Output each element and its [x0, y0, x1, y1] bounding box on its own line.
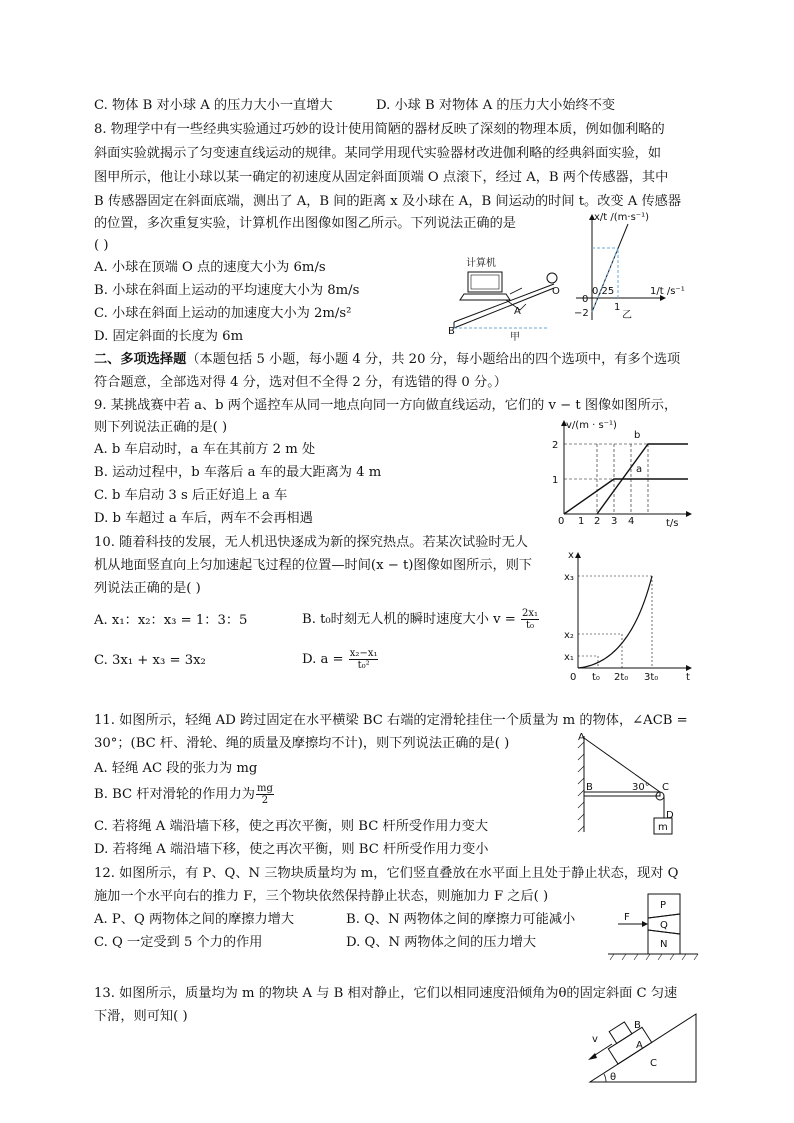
q10-stem-line3: 列说法正确的是( ) — [94, 581, 201, 596]
q9-xtick-4: 4 — [628, 516, 635, 527]
section-multi-choice — [94, 350, 680, 370]
q9-xtick-1: 1 — [578, 516, 585, 527]
q10-option-b — [302, 603, 540, 637]
q11-label-c: C — [662, 782, 669, 793]
q9-xtick-3: 3 — [611, 516, 618, 527]
q9-label-a: a — [636, 464, 643, 475]
q10-option-d-text: D. a = — [302, 652, 344, 667]
q9-xlabel: t/s — [666, 518, 679, 529]
point-o-label: O — [552, 286, 560, 297]
q8-stem-line3: 图甲所示，他让小球以某一确定的初速度从固定斜面顶端 O 点滚下，经过 A，B 两个传感器，其中 — [94, 170, 669, 185]
q13-theta: θ — [610, 1072, 617, 1083]
q10-xt-graph — [560, 548, 700, 682]
q10-d-fraction — [349, 648, 379, 671]
q9-option-d: D. b 车超过 a 车后，两车不会再相遇 — [94, 511, 313, 526]
q11-stem-line1: 11. 如图所示，轻绳 AD 跨过固定在水平横梁 BC 右端的定滑轮挂住一个质量为 m 的物体，∠ACB = — [94, 713, 688, 728]
yi-neg2: −2 — [574, 308, 589, 319]
q12-option-b: B. Q、N 两物体之间的摩擦力可能减小 — [346, 912, 576, 927]
q11-b-den: 2 — [261, 795, 269, 806]
q8-option-b: B. 小球在斜面上运动的平均速度大小为 8m/s — [94, 283, 360, 298]
q10-stem-line1: 10. 随着科技的发展，无人机迅快逐成为新的探究热点。若某次试验时无人 — [94, 535, 528, 550]
q9-ytick-1: 1 — [552, 475, 559, 486]
q12-label-f: F — [624, 912, 630, 923]
q10-option-b-text: B. t₀时刻无人机的瞬时速度大小 v = — [302, 612, 516, 627]
q12-label-n: N — [660, 939, 668, 950]
q10-x3: x₃ — [564, 572, 574, 583]
q11-label-b: B — [586, 782, 593, 793]
computer-label: 计算机 — [466, 258, 496, 269]
q10-x1: x₁ — [564, 652, 574, 663]
q8-stem-line4: B 传感器固定在斜面底端，测出了 A，B 间的距离 x 及小球在 A，B 间运动的时间 t。改变 A 传感器 — [94, 194, 682, 209]
q10-b-num: 2x₁ — [522, 608, 539, 619]
q11-label-d: D — [666, 810, 674, 821]
q10-x2: x₂ — [564, 630, 574, 641]
q10-b-den: t₀ — [525, 620, 535, 631]
q11-angle: 30° — [632, 782, 650, 793]
caption-yi: 乙 — [622, 310, 632, 321]
q12-label-p: P — [660, 900, 667, 911]
q11-option-b-text: B. BC 杆对滑轮的作用力为 — [94, 787, 255, 802]
point-a-label: A — [514, 306, 521, 317]
q10-xlabel: t — [686, 672, 690, 683]
q11-option-a: A. 轻绳 AC 段的张力为 mg — [94, 761, 258, 776]
point-b-label: B — [448, 326, 455, 337]
yi-ylabel: x/t /(m·s⁻¹) — [594, 212, 649, 223]
q13-stem-line1: 13. 如图所示，质量均为 m 的物块 A 与 B 相对静止，它们以相同速度沿倾角为θ的固定斜面 C 匀速 — [94, 986, 678, 1001]
q11-pulley-figure — [570, 732, 680, 842]
q13-label-v: v — [592, 1034, 598, 1045]
yi-tick-0.25: 0.25 — [592, 286, 615, 297]
q11-stem-line2: 30°；(BC 杆、滑轮、绳的质量及摩擦均不计)，则下列说法正确的是( ) — [94, 736, 510, 751]
q12-stem-line1: 12. 如图所示，有 P、Q、N 三物块质量均为 m，它们竖直叠放在水平面上且处于静止状态，现对 Q — [94, 866, 679, 881]
q8-option-a: A. 小球在顶端 O 点的速度大小为 6m/s — [94, 260, 326, 275]
q10-t0: t₀ — [592, 672, 600, 683]
q10-stem-line2: 机从地面竖直向上匀加速起飞过程的位置—时间(x − t)图像如图所示，则下 — [94, 558, 533, 573]
q9-vt-graph — [548, 418, 698, 529]
q8-graph-yi — [572, 212, 685, 322]
q10-option-c: C. 3x₁ + x₃ = 3x₂ — [94, 653, 206, 668]
q12-stem-line2: 施加一个水平向右的推力 F，三个物块依然保持静止状态，则施加力 F 之后( ) — [94, 889, 549, 904]
q8-stem-line2: 斜面实验就揭示了匀变速直线运动的规律。某同学用现代实验器材改进伽利略的经典斜面实验，如 — [94, 146, 662, 161]
q9-ytick-2: 2 — [552, 440, 559, 451]
q8-option-c: C. 小球在斜面上运动的加速度大小为 2m/s² — [94, 306, 352, 321]
q9-xtick-2: 2 — [594, 516, 601, 527]
q12-option-c: C. Q 一定受到 5 个力的作用 — [94, 935, 263, 950]
q7-option-c: C. 物体 B 对小球 A 的压力大小一直增大 — [94, 98, 333, 113]
q13-label-c: C — [650, 1058, 657, 1069]
q9-option-c: C. b 车启动 3 s 后正好追上 a 车 — [94, 488, 288, 503]
q10-option-d — [302, 643, 379, 677]
q8-stem-line5: 的位置，多次重复实验，计算机作出图像如图乙所示。下列说法正确的是 — [94, 216, 516, 231]
yi-xlabel: 1/t /s⁻¹ — [650, 286, 685, 297]
q11-option-b — [94, 778, 275, 812]
q11-label-a: A — [578, 732, 585, 743]
caption-jia: 甲 — [510, 332, 520, 343]
section-desc-2: 符合题意，全部选对得 4 分，选对但不全得 2 分，有选错的得 0 分。） — [94, 375, 507, 390]
q11-option-d: D. 若将绳 A 端沿墙下移，使之再次平衡，则 BC 杆所受作用力变小 — [94, 842, 489, 857]
q10-b-fraction — [521, 608, 539, 631]
q10-3t0: 3t₀ — [644, 672, 659, 683]
q8-stem-line6: ( ) — [94, 238, 109, 253]
q12-option-d: D. Q、N 两物体之间的压力增大 — [346, 935, 537, 950]
q10-d-num: x₂−x₁ — [349, 648, 378, 659]
section-desc-1: （本题包括 5 小题，每小题 4 分，共 20 分，每小题给出的四个选项中，有多个选项 — [186, 352, 681, 367]
q10-d-den: t₀² — [357, 660, 370, 671]
q12-label-q: Q — [660, 920, 668, 931]
q7-option-d: D. 小球 B 对物体 A 的压力大小始终不变 — [376, 98, 616, 113]
q12-stack-figure — [608, 890, 700, 962]
q9-option-b: B. 运动过程中，b 车落后 a 车的最大距离为 4 m — [94, 465, 382, 480]
q9-label-b: b — [634, 430, 641, 441]
q9-xtick-0: 0 — [558, 516, 565, 527]
q13-stem-line2: 下滑，则可知( ) — [94, 1009, 188, 1024]
q11-b-fraction — [256, 783, 274, 806]
q13-label-a: A — [636, 1040, 643, 1051]
q11-option-c: C. 若将绳 A 端沿墙下移，使之再次平衡，则 BC 杆所受作用力变大 — [94, 819, 489, 834]
q10-origin: 0 — [570, 672, 577, 683]
q9-option-a: A. b 车启动时，a 车在其前方 2 m 处 — [94, 442, 316, 457]
q12-option-a: A. P、Q 两物体之间的摩擦力增大 — [94, 912, 295, 927]
q9-stem-line1: 9. 某挑战赛中若 a、b 两个遥控车从同一地点向同一方向做直线运动，它们的 v − t 图像如图所示， — [94, 398, 678, 413]
section-title: 二、多项选择题 — [94, 352, 187, 367]
q9-ylabel: v/(m · s⁻¹) — [566, 420, 617, 431]
q11-label-m: m — [658, 822, 668, 833]
q9-stem-line2: 则下列说法正确的是( ) — [94, 420, 228, 435]
q13-label-b: B — [634, 1020, 641, 1031]
q8-option-d: D. 固定斜面的长度为 6m — [94, 329, 244, 344]
q11-b-num: mg — [256, 783, 273, 794]
q8-stem-line1: 8. 物理学中有一些经典实验通过巧妙的设计使用简陋的器材反映了深刻的物理本质，例如伽利略的 — [94, 122, 665, 137]
yi-tick-1: 1 — [614, 302, 621, 313]
yi-origin: 0 — [582, 294, 589, 305]
q10-ylabel: x — [568, 550, 574, 561]
q8-incline-figure — [448, 258, 568, 343]
q10-option-a: A. x₁：x₂：x₃ = 1：3：5 — [94, 613, 248, 628]
q13-incline-figure — [578, 1004, 702, 1086]
q10-2t0: 2t₀ — [614, 672, 629, 683]
